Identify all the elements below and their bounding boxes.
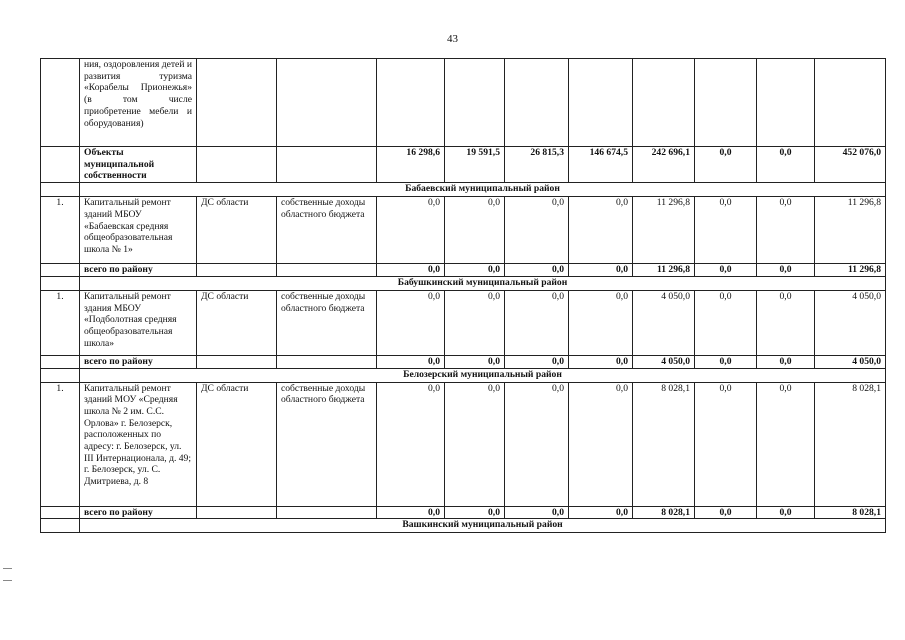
source-cell: собственные доходы областного бюджета [277, 382, 377, 506]
value-cell: 8 028,1 [815, 382, 886, 506]
value-cell: 0,0 [695, 197, 757, 264]
district-header-row [41, 368, 886, 382]
row-number: 1. [41, 290, 80, 355]
value-cell: 0,0 [377, 506, 445, 519]
value-cell: 0,0 [569, 197, 633, 264]
value-cell: 11 296,8 [633, 264, 695, 277]
value-cell: 8 028,1 [633, 506, 695, 519]
municipal-total-row [41, 147, 886, 183]
value-cell: 0,0 [445, 506, 505, 519]
value-cell: 0,0 [569, 355, 633, 368]
value-cell: 0,0 [445, 290, 505, 355]
value-cell: 26 815,3 [505, 147, 569, 183]
row-number: 1. [41, 382, 80, 506]
value-cell: 0,0 [757, 147, 815, 183]
value-cell: 0,0 [445, 264, 505, 277]
value-cell: 0,0 [757, 264, 815, 277]
value-cell: 0,0 [695, 382, 757, 506]
district-header-row [41, 276, 886, 290]
district-name: Бабаевский муниципальный район [80, 183, 886, 197]
value-cell: 0,0 [569, 290, 633, 355]
district-name: Вашкинский муниципальный район [80, 519, 886, 533]
customer-cell: ДС области [197, 290, 277, 355]
value-cell: 0,0 [377, 355, 445, 368]
value-cell: 8 028,1 [815, 506, 886, 519]
total-label: всего по району [80, 506, 197, 519]
value-cell: 146 674,5 [569, 147, 633, 183]
value-cell: 11 296,8 [815, 264, 886, 277]
value-cell: 19 591,5 [445, 147, 505, 183]
value-cell: 4 050,0 [633, 355, 695, 368]
table-body [41, 59, 886, 533]
district-name: Бабушкинский муниципальный район [80, 276, 886, 290]
value-cell: 0,0 [377, 382, 445, 506]
object-cell: Капитальный ремонт зданий МОУ «Средняя школа № 2 им. С.С. Орлова» г. Белозерск, расположенных по адресу: г. Белозерск, ул. III Интернационала, д. 49; г. Белозерск, ул. С. Дмитриева, д. 8 [80, 382, 197, 506]
value-cell: 0,0 [445, 197, 505, 264]
table-row-continued [41, 59, 886, 147]
value-cell: 242 696,1 [633, 147, 695, 183]
value-cell: 0,0 [505, 355, 569, 368]
value-cell: 452 076,0 [815, 147, 886, 183]
table-row [41, 197, 886, 264]
value-cell: 0,0 [445, 382, 505, 506]
municipal-label: Объекты муниципальной собственности [80, 147, 197, 183]
value-cell: 0,0 [695, 290, 757, 355]
page-number: 43 [447, 33, 458, 45]
value-cell: 0,0 [695, 355, 757, 368]
value-cell: 0,0 [569, 506, 633, 519]
object-cell: Капитальный ремонт здания МБОУ «Подболотная средняя общеобразовательная школа» [80, 290, 197, 355]
value-cell: 0,0 [757, 197, 815, 264]
object-cell: Капитальный ремонт зданий МБОУ «Бабаевская средняя общеобразовательная школа № 1» [80, 197, 197, 264]
value-cell: 0,0 [505, 382, 569, 506]
value-cell: 4 050,0 [815, 290, 886, 355]
source-cell: собственные доходы областного бюджета [277, 197, 377, 264]
value-cell: 0,0 [569, 264, 633, 277]
object-cell: ния, оздоровления детей и развития туризма «Корабелы Прионежья» (в том числе приобретение мебели и оборудования) [80, 59, 197, 147]
district-total-row [41, 264, 886, 277]
value-cell: 0,0 [445, 355, 505, 368]
value-cell: 11 296,8 [815, 197, 886, 264]
value-cell: 4 050,0 [815, 355, 886, 368]
value-cell: 0,0 [695, 506, 757, 519]
district-name: Белозерский муниципальный район [80, 368, 886, 382]
district-total-row [41, 506, 886, 519]
value-cell: 4 050,0 [633, 290, 695, 355]
value-cell: 0,0 [377, 290, 445, 355]
value-cell: 0,0 [377, 197, 445, 264]
budget-table [40, 58, 886, 533]
district-total-row [41, 355, 886, 368]
row-number: 1. [41, 197, 80, 264]
value-cell: 0,0 [505, 264, 569, 277]
value-cell: 0,0 [757, 290, 815, 355]
table-row [41, 382, 886, 506]
value-cell: 0,0 [757, 382, 815, 506]
value-cell: 0,0 [569, 382, 633, 506]
value-cell: 0,0 [377, 264, 445, 277]
value-cell: 0,0 [505, 197, 569, 264]
scan-mark [3, 568, 12, 569]
district-header-row [41, 519, 886, 533]
district-header-row [41, 183, 886, 197]
total-label: всего по району [80, 264, 197, 277]
value-cell: 0,0 [505, 506, 569, 519]
value-cell: 0,0 [757, 355, 815, 368]
table-row [41, 290, 886, 355]
value-cell: 0,0 [757, 506, 815, 519]
value-cell: 0,0 [505, 290, 569, 355]
source-cell: собственные доходы областного бюджета [277, 290, 377, 355]
value-cell: 0,0 [695, 264, 757, 277]
total-label: всего по району [80, 355, 197, 368]
scan-mark [3, 580, 12, 581]
customer-cell: ДС области [197, 382, 277, 506]
value-cell: 8 028,1 [633, 382, 695, 506]
value-cell: 11 296,8 [633, 197, 695, 264]
value-cell: 16 298,6 [377, 147, 445, 183]
customer-cell: ДС области [197, 197, 277, 264]
value-cell: 0,0 [695, 147, 757, 183]
